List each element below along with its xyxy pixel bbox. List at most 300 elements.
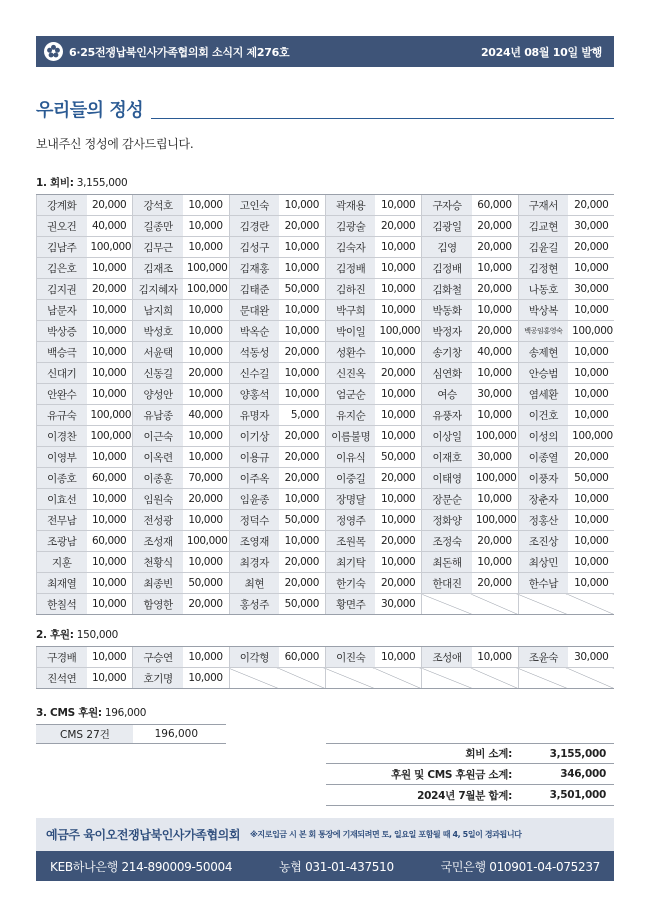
donation-amount: 50,000 (279, 510, 325, 531)
donor-name: 송제현 (518, 342, 568, 363)
donation-amount: 30,000 (375, 594, 421, 615)
donor-name: 진석연 (37, 668, 87, 689)
bank-info (36, 818, 614, 881)
donation-amount: 10,000 (279, 258, 325, 279)
donation-amount: 10,000 (87, 552, 133, 573)
donation-amount: 60,000 (87, 531, 133, 552)
summary-row-sponsor (326, 764, 614, 785)
donation-amount: 50,000 (375, 447, 421, 468)
donor-name: 박정자 (422, 321, 472, 342)
bank-owner-bar (36, 818, 614, 851)
section-heading (36, 96, 614, 122)
donor-name: 유지순 (325, 405, 375, 426)
cms-amount: 196,000 (133, 725, 226, 744)
donation-amount: 20,000 (472, 279, 518, 300)
donor-name: 구자승 (422, 195, 472, 216)
table-row (37, 668, 615, 689)
donor-name: 김정배 (422, 258, 472, 279)
donor-name: 이용규 (229, 447, 279, 468)
donation-amount: 100,000 (472, 426, 518, 447)
donation-amount: 20,000 (87, 279, 133, 300)
donor-name: 이주옥 (229, 468, 279, 489)
cms-name: CMS 27건 (36, 725, 133, 744)
donation-amount: 10,000 (87, 342, 133, 363)
donation-amount: 10,000 (183, 195, 229, 216)
donor-name: 김지혜자 (133, 279, 183, 300)
donation-amount: 20,000 (279, 552, 325, 573)
table-row (37, 300, 615, 321)
cms-label (36, 705, 146, 720)
table-row (37, 258, 615, 279)
summary-value: 3,155,000 (549, 747, 606, 760)
table-row (37, 468, 615, 489)
donation-amount: 20,000 (472, 321, 518, 342)
donor-name: 박구희 (325, 300, 375, 321)
donation-amount: 10,000 (568, 552, 614, 573)
donor-name: 문대완 (229, 300, 279, 321)
donation-amount: 20,000 (279, 216, 325, 237)
donation-amount: 100,000 (568, 426, 614, 447)
donation-amount: 10,000 (87, 300, 133, 321)
empty-cell (325, 668, 375, 689)
donor-name: 김태준 (229, 279, 279, 300)
empty-cell (229, 668, 279, 689)
donor-name: 장명달 (325, 489, 375, 510)
donation-amount: 20,000 (472, 237, 518, 258)
donation-amount: 20,000 (375, 531, 421, 552)
donation-amount: 10,000 (87, 647, 133, 668)
donation-amount: 20,000 (279, 426, 325, 447)
donor-name: 신수길 (229, 363, 279, 384)
donor-name: 조정숙 (422, 531, 472, 552)
donation-amount: 10,000 (375, 195, 421, 216)
donation-amount: 10,000 (183, 321, 229, 342)
donation-amount: 10,000 (375, 384, 421, 405)
donation-amount: 60,000 (472, 195, 518, 216)
donor-name: 함영한 (133, 594, 183, 615)
donation-amount: 20,000 (472, 531, 518, 552)
donation-amount: 40,000 (183, 405, 229, 426)
donation-amount: 10,000 (183, 384, 229, 405)
empty-cell (518, 594, 568, 615)
donation-amount: 10,000 (87, 447, 133, 468)
account-nonghyup: 농협 031-01-437510 (278, 859, 394, 874)
donor-name: 조성재 (133, 531, 183, 552)
donation-amount: 10,000 (87, 573, 133, 594)
donor-name: 전성광 (133, 510, 183, 531)
donor-name: 서윤택 (133, 342, 183, 363)
sponsor-total: 150,000 (76, 629, 119, 641)
cms-label-text: 3. CMS 후원: (36, 707, 102, 719)
donor-name: 이상일 (422, 426, 472, 447)
donation-amount: 10,000 (472, 363, 518, 384)
table-row (37, 237, 615, 258)
donor-name: 구재서 (518, 195, 568, 216)
donation-amount: 10,000 (279, 300, 325, 321)
donor-name: 김화철 (422, 279, 472, 300)
donation-amount: 10,000 (279, 237, 325, 258)
table-row (37, 647, 615, 668)
donor-name: 임원숙 (133, 489, 183, 510)
flower-emblem-icon (44, 42, 63, 61)
donor-name: 박상증 (37, 321, 87, 342)
donation-amount: 10,000 (568, 573, 614, 594)
donor-name: 양홍석 (229, 384, 279, 405)
donor-name: 구경배 (37, 647, 87, 668)
donation-amount: 10,000 (375, 552, 421, 573)
donation-amount: 70,000 (183, 468, 229, 489)
table-row (37, 279, 615, 300)
donor-name: 조진상 (518, 531, 568, 552)
donor-name: 유명자 (229, 405, 279, 426)
donor-name: 신진옥 (325, 363, 375, 384)
donation-amount: 20,000 (279, 447, 325, 468)
donor-name: 이각형 (229, 647, 279, 668)
donor-name: 이종열 (518, 447, 568, 468)
empty-cell (518, 668, 568, 689)
donor-name: 여승 (422, 384, 472, 405)
donor-name: 임윤종 (229, 489, 279, 510)
donation-amount: 10,000 (87, 668, 133, 689)
table-row (37, 573, 615, 594)
table-row (37, 195, 615, 216)
account-kookmin: 국민은행 010901-04-075237 (440, 859, 600, 874)
donation-amount: 20,000 (375, 468, 421, 489)
donation-amount: 10,000 (87, 510, 133, 531)
donation-amount: 50,000 (279, 594, 325, 615)
donation-amount: 100,000 (87, 237, 133, 258)
donation-amount: 40,000 (87, 216, 133, 237)
dues-label-text: 1. 회비: (36, 177, 74, 189)
donor-name: 김무근 (133, 237, 183, 258)
donor-name: 김은호 (37, 258, 87, 279)
summary-label: 2024년 7월분 합계: (417, 789, 512, 802)
donor-name: 권오건 (37, 216, 87, 237)
donation-amount: 10,000 (183, 647, 229, 668)
donor-name: 장문순 (422, 489, 472, 510)
donation-amount: 20,000 (279, 342, 325, 363)
donor-name: 전무남 (37, 510, 87, 531)
summary-row-total (326, 785, 614, 806)
bank-accounts-bar (36, 851, 614, 881)
donation-amount: 20,000 (375, 573, 421, 594)
donor-name: 조성애 (422, 647, 472, 668)
donor-name: 정화양 (422, 510, 472, 531)
donor-name: 이효선 (37, 489, 87, 510)
donation-amount: 20,000 (279, 573, 325, 594)
donation-amount: 10,000 (375, 279, 421, 300)
donor-name: 유풍자 (422, 405, 472, 426)
account-owner: 예금주 육이오전쟁납북인사가족협의회 (46, 828, 241, 842)
donor-name: 조광남 (37, 531, 87, 552)
donor-name: 이진숙 (325, 647, 375, 668)
sponsor-label (36, 627, 118, 642)
donor-name: 김광술 (325, 216, 375, 237)
donation-amount: 10,000 (183, 668, 229, 689)
donation-amount: 10,000 (472, 258, 518, 279)
donation-amount: 20,000 (472, 573, 518, 594)
donation-amount: 100,000 (183, 279, 229, 300)
donation-amount: 20,000 (568, 195, 614, 216)
donor-name: 김정현 (518, 258, 568, 279)
donor-name: 안승범 (518, 363, 568, 384)
donation-amount: 50,000 (279, 279, 325, 300)
donation-amount: 10,000 (183, 216, 229, 237)
donor-name: 정영주 (325, 510, 375, 531)
donor-name: 지훈 (37, 552, 87, 573)
donation-amount: 100,000 (87, 405, 133, 426)
cms-table (36, 724, 226, 744)
donation-amount: 20,000 (375, 363, 421, 384)
thanks-message: 보내주신 정성에 감사드립니다. (36, 137, 194, 151)
donor-name: 이재호 (422, 447, 472, 468)
table-row (37, 384, 615, 405)
donation-amount: 60,000 (279, 647, 325, 668)
donor-name: 최경자 (229, 552, 279, 573)
donation-amount: 10,000 (472, 405, 518, 426)
donation-amount: 30,000 (472, 384, 518, 405)
empty-cell (472, 668, 518, 689)
table-row (37, 510, 615, 531)
donor-name: 김재홍 (229, 258, 279, 279)
empty-cell (472, 594, 518, 615)
donor-name: 김영 (422, 237, 472, 258)
donor-name: 이태영 (422, 468, 472, 489)
donation-amount: 50,000 (183, 573, 229, 594)
summary-row-dues (326, 743, 614, 764)
donation-amount: 5,000 (279, 405, 325, 426)
donation-amount: 10,000 (87, 489, 133, 510)
donor-name: 이기상 (229, 426, 279, 447)
donor-name: 신대기 (37, 363, 87, 384)
table-row (37, 426, 615, 447)
donor-name: 한기숙 (325, 573, 375, 594)
donation-amount: 10,000 (568, 363, 614, 384)
donation-amount: 10,000 (183, 510, 229, 531)
donation-amount: 30,000 (568, 647, 614, 668)
donor-name: 박상복 (518, 300, 568, 321)
donation-amount: 10,000 (183, 237, 229, 258)
donation-amount: 100,000 (183, 258, 229, 279)
donor-name: 김교현 (518, 216, 568, 237)
empty-cell (422, 594, 472, 615)
donor-name: 황면주 (325, 594, 375, 615)
summary-label: 후원 및 CMS 후원금 소계: (391, 768, 512, 781)
donor-name: 조윤숙 (518, 647, 568, 668)
dues-total: 3,155,000 (76, 177, 128, 189)
donor-name: 강석호 (133, 195, 183, 216)
donation-amount: 10,000 (279, 321, 325, 342)
donor-name: 한대진 (422, 573, 472, 594)
table-row (37, 216, 615, 237)
donor-name: 구승연 (133, 647, 183, 668)
donor-name: 조영재 (229, 531, 279, 552)
summary-block (326, 743, 614, 806)
donation-amount: 30,000 (568, 216, 614, 237)
table-row (37, 342, 615, 363)
summary-label: 회비 소계: (465, 748, 512, 760)
donation-amount: 100,000 (183, 531, 229, 552)
donor-name: 백공임홍영숙 (518, 321, 568, 342)
donor-name: 성환수 (325, 342, 375, 363)
donor-name: 김광일 (422, 216, 472, 237)
donation-amount: 100,000 (87, 426, 133, 447)
donation-amount: 10,000 (87, 384, 133, 405)
table-row (37, 489, 615, 510)
cms-row (36, 725, 226, 744)
account-hana: KEB하나은행 214-890009-50004 (50, 859, 233, 874)
giro-note: ※지로입금 시 본 회 통장에 기재되려면 토, 일요일 포함될 때 4, 5일이 경과됩니다 (250, 830, 522, 839)
donation-amount: 10,000 (375, 405, 421, 426)
donation-amount: 10,000 (279, 384, 325, 405)
donor-name: 장춘자 (518, 489, 568, 510)
donor-name: 이근숙 (133, 426, 183, 447)
donor-name: 정덕수 (229, 510, 279, 531)
donation-amount: 10,000 (472, 300, 518, 321)
donation-amount: 10,000 (472, 552, 518, 573)
dues-table (36, 194, 614, 615)
sponsor-table (36, 646, 614, 689)
donor-name: 김지권 (37, 279, 87, 300)
donation-amount: 10,000 (183, 342, 229, 363)
donor-name: 김하진 (325, 279, 375, 300)
donation-amount: 20,000 (568, 447, 614, 468)
donor-name: 한수남 (518, 573, 568, 594)
donation-amount: 30,000 (568, 279, 614, 300)
donation-amount: 10,000 (472, 647, 518, 668)
donation-amount: 100,000 (375, 321, 421, 342)
donation-amount: 10,000 (568, 258, 614, 279)
donor-name: 김숙자 (325, 237, 375, 258)
donor-name: 이옥련 (133, 447, 183, 468)
table-row (37, 531, 615, 552)
donor-name: 천황식 (133, 552, 183, 573)
donor-name: 호기명 (133, 668, 183, 689)
donation-amount: 100,000 (472, 468, 518, 489)
donor-name: 엄군순 (325, 384, 375, 405)
donor-name: 심연화 (422, 363, 472, 384)
donation-amount: 10,000 (375, 342, 421, 363)
donation-amount: 10,000 (472, 489, 518, 510)
donation-amount: 10,000 (279, 195, 325, 216)
table-row (37, 594, 615, 615)
donation-amount: 10,000 (183, 300, 229, 321)
newsletter-title: 6·25전쟁납북인사가족협의회 소식지 제276호 (69, 45, 290, 59)
summary-value: 3,501,000 (549, 789, 606, 801)
donor-name: 신동길 (133, 363, 183, 384)
donor-name: 양성안 (133, 384, 183, 405)
donor-name: 안완수 (37, 384, 87, 405)
donation-amount: 20,000 (183, 363, 229, 384)
donor-name: 이성의 (518, 426, 568, 447)
donor-name: 김성구 (229, 237, 279, 258)
table-row (37, 321, 615, 342)
empty-cell (568, 668, 614, 689)
donor-name: 박동화 (422, 300, 472, 321)
donation-amount: 10,000 (279, 531, 325, 552)
donor-name: 김재조 (133, 258, 183, 279)
cms-total: 196,000 (104, 707, 147, 719)
section-title: 우리들의 정성 (36, 100, 144, 121)
donation-amount: 10,000 (568, 489, 614, 510)
donor-name: 김경란 (229, 216, 279, 237)
donor-name: 유규숙 (37, 405, 87, 426)
donor-name: 백승극 (37, 342, 87, 363)
donation-amount: 60,000 (87, 468, 133, 489)
donation-amount: 10,000 (375, 300, 421, 321)
donation-amount: 10,000 (375, 510, 421, 531)
donation-amount: 100,000 (568, 321, 614, 342)
donor-name: 정홍산 (518, 510, 568, 531)
issue-date: 2024년 08월 10일 발행 (480, 45, 602, 59)
donation-amount: 50,000 (568, 468, 614, 489)
donor-name: 홍성주 (229, 594, 279, 615)
table-row (37, 447, 615, 468)
donation-amount: 10,000 (183, 447, 229, 468)
donor-name: 석동성 (229, 342, 279, 363)
donor-name: 김윤길 (518, 237, 568, 258)
donation-amount: 20,000 (375, 216, 421, 237)
summary-value: 346,000 (560, 768, 606, 780)
donation-amount: 30,000 (472, 447, 518, 468)
donation-amount: 10,000 (183, 426, 229, 447)
empty-cell (568, 594, 614, 615)
donor-name: 이경찬 (37, 426, 87, 447)
donor-name: 송기창 (422, 342, 472, 363)
donation-amount: 10,000 (375, 258, 421, 279)
donation-amount: 10,000 (87, 594, 133, 615)
newsletter-header (36, 36, 614, 67)
dues-label (36, 175, 127, 190)
donation-amount: 40,000 (472, 342, 518, 363)
donor-name: 남문자 (37, 300, 87, 321)
donor-name: 이중길 (325, 468, 375, 489)
donor-name: 최종빈 (133, 573, 183, 594)
sponsor-label-text: 2. 후원: (36, 629, 74, 641)
donor-name: 고인숙 (229, 195, 279, 216)
donor-name: 강계화 (37, 195, 87, 216)
donation-amount: 10,000 (87, 363, 133, 384)
donor-name: 이름불명 (325, 426, 375, 447)
donor-name: 최상민 (518, 552, 568, 573)
donation-amount: 10,000 (375, 647, 421, 668)
donor-name: 한칠석 (37, 594, 87, 615)
donor-name: 이풍자 (518, 468, 568, 489)
donation-amount: 10,000 (568, 342, 614, 363)
donation-amount: 10,000 (87, 258, 133, 279)
donor-name: 최현 (229, 573, 279, 594)
donation-amount: 20,000 (183, 594, 229, 615)
donor-name: 유남종 (133, 405, 183, 426)
donor-name: 김남주 (37, 237, 87, 258)
donor-name: 최돈해 (422, 552, 472, 573)
donation-amount: 10,000 (87, 321, 133, 342)
donor-name: 최재열 (37, 573, 87, 594)
donation-amount: 20,000 (472, 216, 518, 237)
donation-amount: 10,000 (568, 531, 614, 552)
donation-amount: 10,000 (183, 552, 229, 573)
table-row (37, 405, 615, 426)
donor-name: 최기탁 (325, 552, 375, 573)
empty-cell (279, 668, 325, 689)
donation-amount: 100,000 (472, 510, 518, 531)
donation-amount: 10,000 (375, 426, 421, 447)
donor-name: 이종호 (37, 468, 87, 489)
donor-name: 곽재용 (325, 195, 375, 216)
donor-name: 나동호 (518, 279, 568, 300)
donation-amount: 10,000 (375, 489, 421, 510)
empty-cell (422, 668, 472, 689)
